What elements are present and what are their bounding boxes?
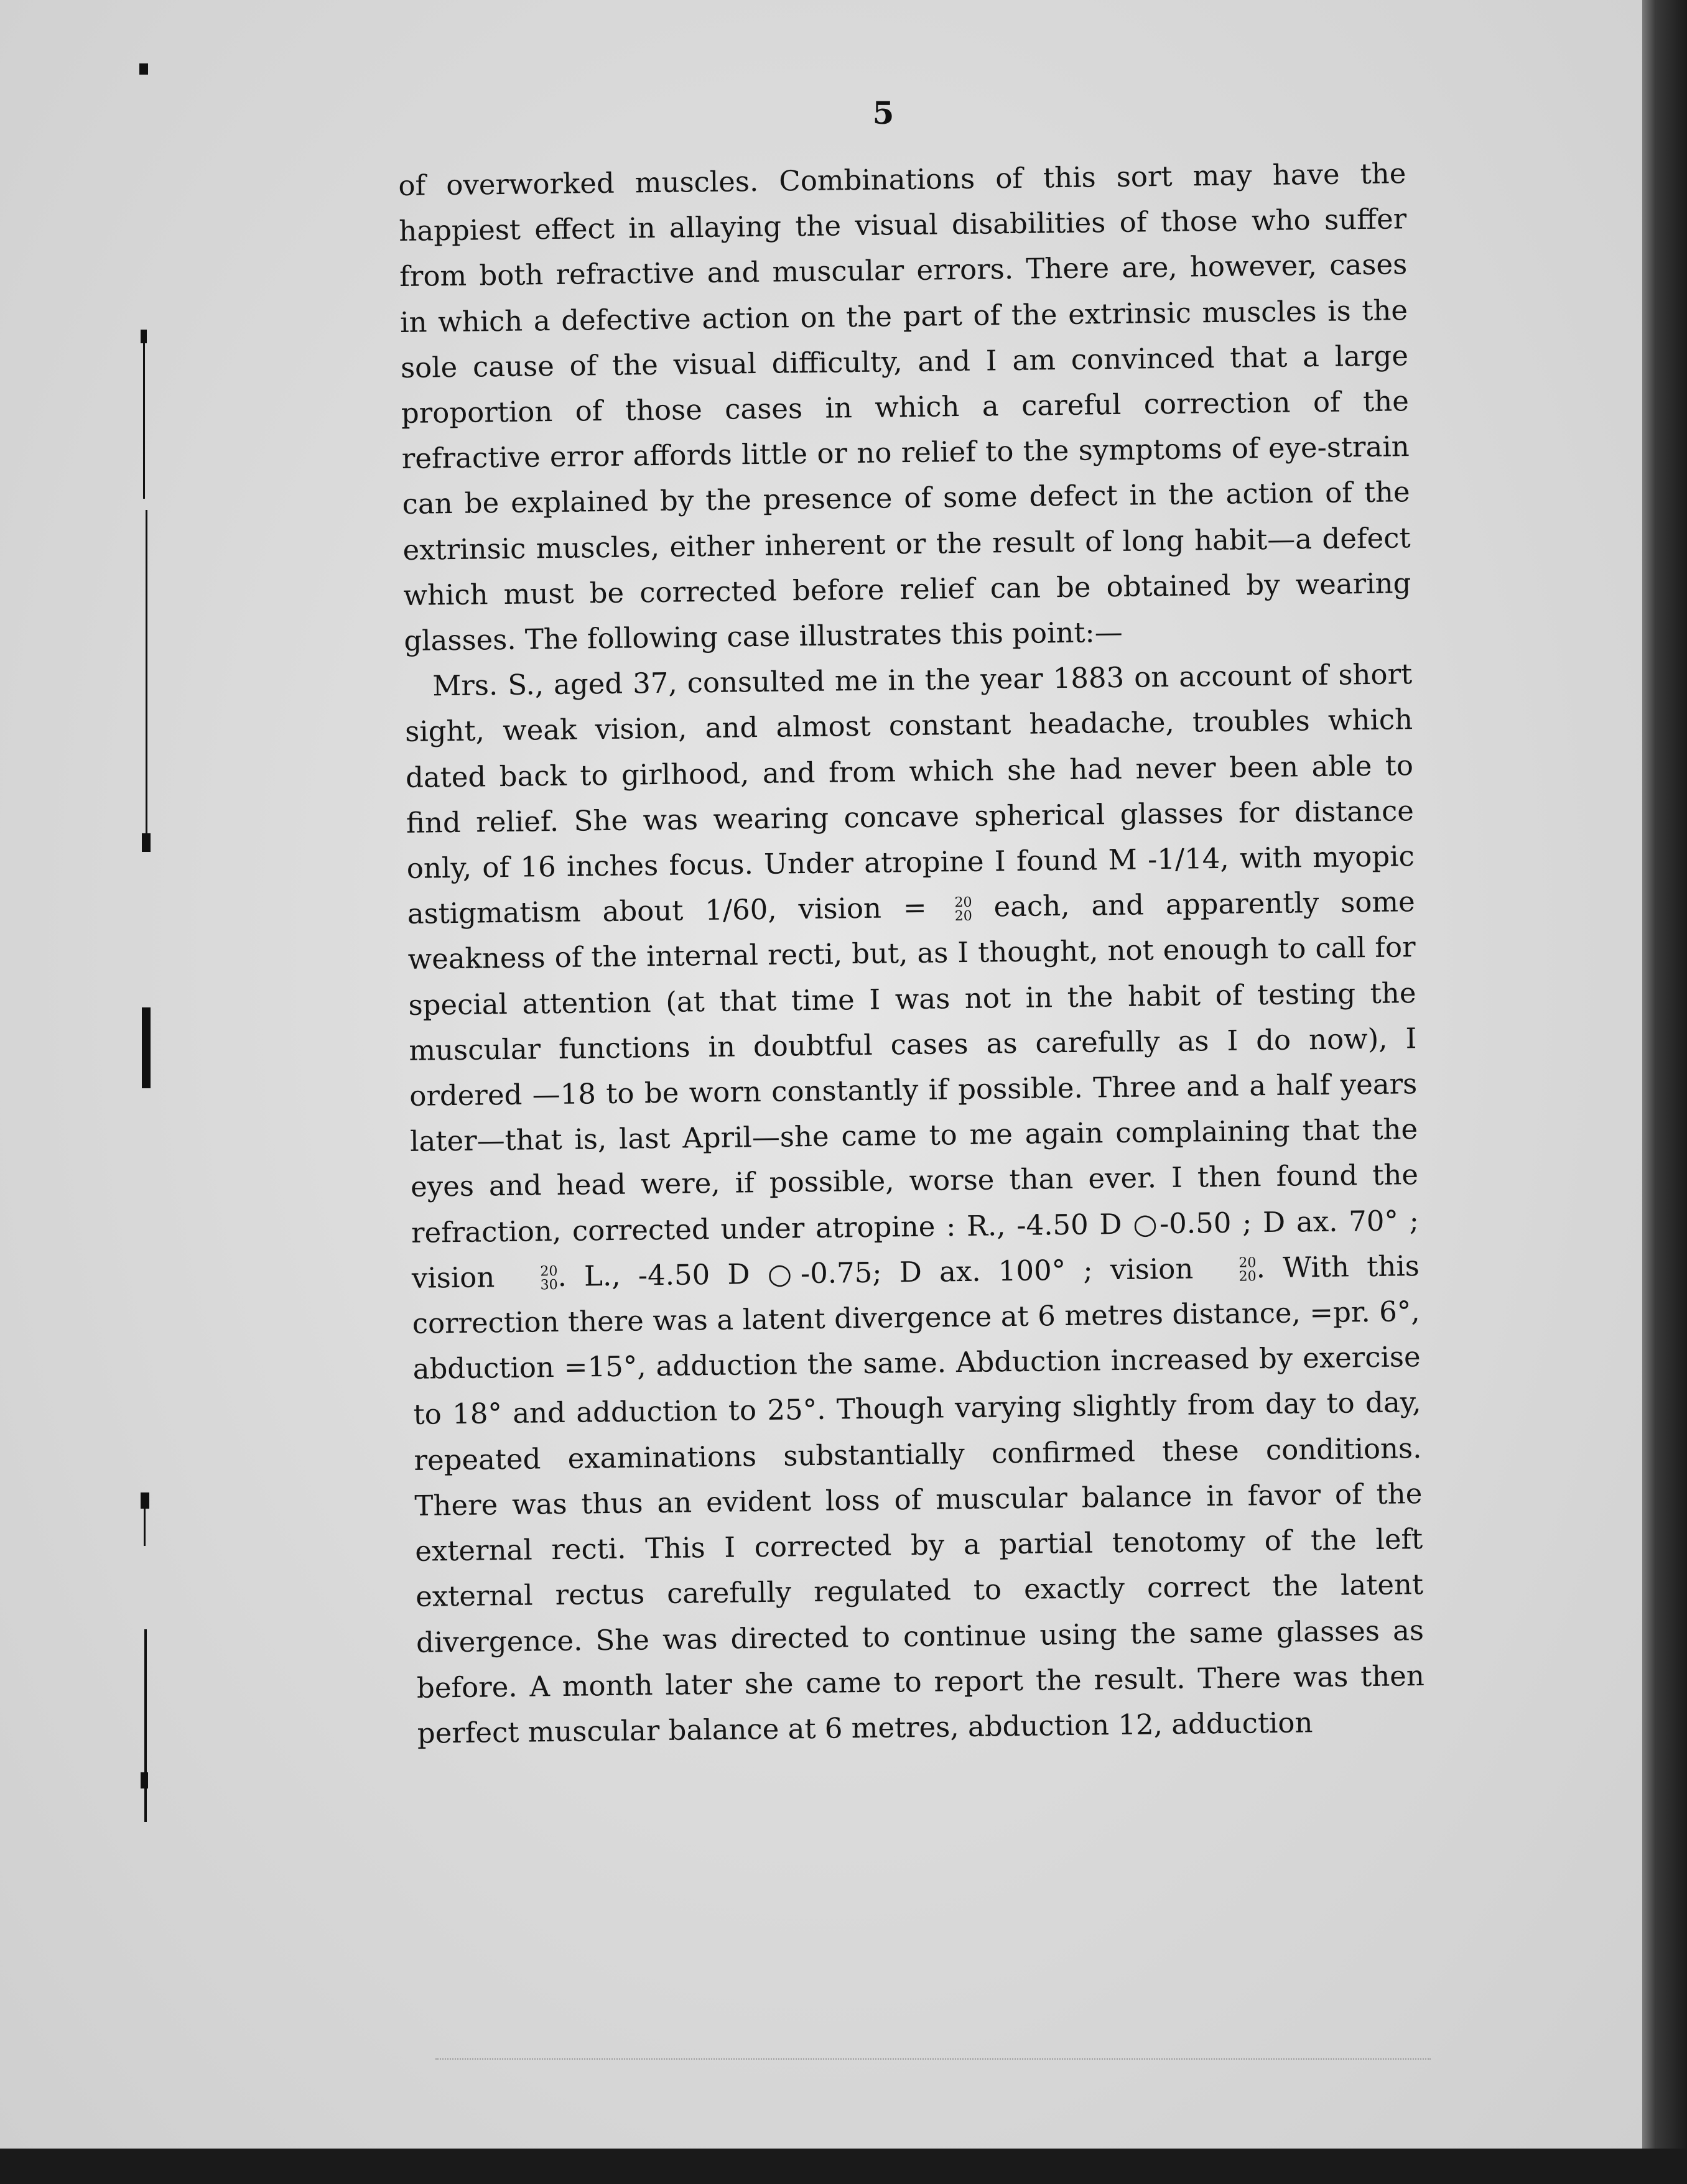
text-run: . L., -4.50 D ○-0.75; D ax. 100° ; vision bbox=[557, 1252, 1211, 1293]
paragraph-case-report bbox=[404, 651, 1425, 1756]
body-text bbox=[398, 150, 1425, 1756]
fraction-denominator: 20 bbox=[954, 908, 972, 924]
text-run: each, and apparently some weakness of the internal recti, but, as I thought, not enough to call for special attention (at that time I was not in the habit of testing the muscular functions in doubtful cases as carefully as I do now), I ordered —18 to be worn constantly if possible. Three and a half years later—that is, last April—she came to me again complaining that the eyes and head were, if possible, worse than ever. I then found the refraction, corrected under atropine : R., -4.50 D ○-0.50 ; D ax. 70° ; vision bbox=[407, 885, 1420, 1295]
fraction-numerator: 20 bbox=[1239, 1255, 1257, 1271]
fraction-denominator: 30 bbox=[540, 1277, 558, 1293]
text-run: . With this correction there was a latent divergence at 6 metres distance, =pr. 6°, abduction =15°, adduction the same. Abduction increased by exercise to 18° and adduction to 25°. Though varying slightly from day to day, repeated examinations substantially confirmed these conditions. There was thus an evident loss of muscular balance in favor of the external recti. This I corrected by a partial tenotomy of the left external rectus carefully regulated to exactly correct the latent divergence. She was directed to continue using the same glasses as before. A month later she came to report the result. There was then perfect muscular balance at 6 metres, abduction 12, adduction bbox=[412, 1249, 1425, 1750]
fraction-numerator: 20 bbox=[540, 1264, 558, 1280]
fraction-denominator: 20 bbox=[1239, 1269, 1257, 1285]
fraction-vision-1 bbox=[926, 896, 972, 924]
paragraph: of overworked muscles. Combinations of this sort may have the happiest effect in allaying the visual disabilities of those who suffer from both refractive and muscular errors. There are, however, cases in which a defective action on the part of the extrinsic muscles is the sole cause of the visual difficulty, and I am convinced that a large proportion of those cases in which a careful correction of the refractive error affords little or no relief to the symptoms of eye-strain can be explained by the presence of some defect in the action of the extrinsic muscles, either inherent or the result of long habit—a defect which must be corrected before relief can be obtained by wearing glasses. The following case illustrates this point:— bbox=[398, 157, 1411, 657]
fraction-vision-3 bbox=[1211, 1257, 1257, 1285]
page-right-edge-shadow bbox=[1642, 0, 1687, 2184]
bottom-dotted-rule bbox=[435, 2058, 1431, 2060]
binding-margin-marks bbox=[137, 37, 174, 1841]
fraction-numerator: 20 bbox=[954, 894, 972, 910]
page-number: 5 bbox=[872, 95, 895, 131]
text-run: Mrs. S., aged 37, consulted me in the year 1883 on account of short sight, weak vision, and almost constant headache, troubles which dated back to girlhood, and from which she had never been able to find relief. She was wearing concave spherical glasses for distance only, of 16 inches focus. Under atropine I found M -1/14, with myopic astigmatism about 1/60, vision = bbox=[404, 657, 1415, 931]
fraction-vision-2 bbox=[512, 1265, 558, 1293]
page-bottom-edge-shadow bbox=[0, 2149, 1687, 2184]
